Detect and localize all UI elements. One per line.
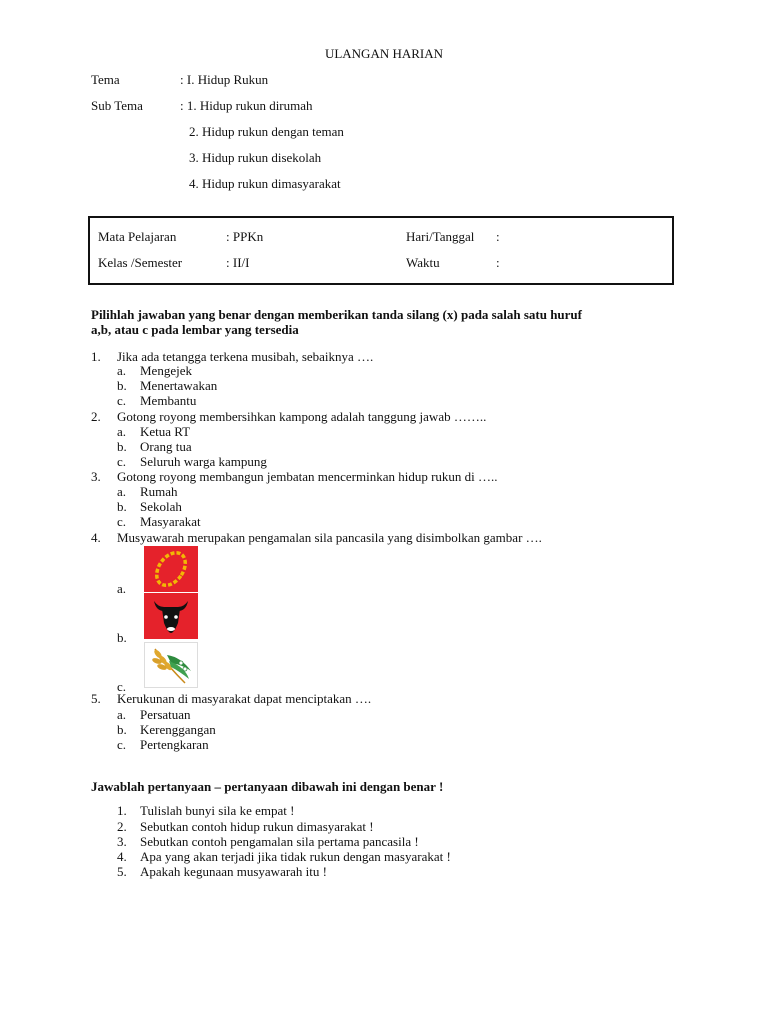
question-text: Jika ada tetangga terkena musibah, sebaiknya …. — [117, 349, 374, 364]
essay-number: 5. — [117, 864, 127, 879]
info-box — [88, 216, 674, 285]
subtema-item: 2. Hidup rukun dengan teman — [189, 124, 344, 139]
subtema-label: Sub Tema — [91, 98, 143, 113]
option-key[interactable]: c. — [117, 393, 127, 408]
question-number: 5. — [91, 691, 101, 706]
bull-head-icon[interactable] — [144, 593, 198, 639]
page-title: ULANGAN HARIAN — [324, 46, 444, 61]
waktu-label: Waktu — [406, 255, 440, 270]
question-text: Musyawarah merupakan pengamalan sila pancasila yang disimbolkan gambar …. — [117, 530, 542, 545]
subtema-item: 4. Hidup rukun dimasyarakat — [189, 176, 341, 191]
option-key[interactable]: b. — [117, 630, 127, 645]
essay-text: Sebutkan contoh pengamalan sila pertama pancasila ! — [140, 834, 419, 849]
tema-label: Tema — [91, 72, 120, 87]
hari-value[interactable]: : — [496, 229, 500, 244]
option-text[interactable]: Masyarakat — [140, 514, 201, 529]
essay-number: 4. — [117, 849, 127, 864]
hari-label: Hari/Tanggal — [406, 229, 475, 244]
option-key[interactable]: a. — [117, 707, 127, 722]
waktu-value[interactable]: : — [496, 255, 500, 270]
essay-text: Apakah kegunaan musyawarah itu ! — [140, 864, 327, 879]
kelas-label: Kelas /Semester — [98, 255, 183, 270]
option-text[interactable]: Ketua RT — [140, 424, 191, 439]
essay-text: Apa yang akan terjadi jika tidak rukun dengan masyarakat ! — [140, 849, 451, 864]
option-text[interactable]: Pertengkaran — [140, 737, 209, 752]
option-text[interactable]: Membantu — [140, 393, 197, 408]
option-key[interactable]: a. — [117, 581, 127, 596]
option-key[interactable]: b. — [117, 722, 127, 737]
option-key[interactable]: c. — [117, 679, 127, 694]
option-key[interactable]: b. — [117, 499, 127, 514]
question-number: 3. — [91, 469, 101, 484]
option-key[interactable]: a. — [117, 424, 127, 439]
option-key[interactable]: a. — [117, 484, 127, 499]
option-text[interactable]: Menertawakan — [140, 378, 218, 393]
subtema-item: 3. Hidup rukun disekolah — [189, 150, 322, 165]
question-number: 1. — [91, 349, 101, 364]
tema-value: : I. Hidup Rukun — [180, 72, 269, 87]
chain-icon[interactable] — [144, 546, 198, 592]
option-key[interactable]: b. — [117, 378, 127, 393]
question-text: Kerukunan di masyarakat dapat menciptakan …. — [117, 691, 372, 706]
essay-text: Sebutkan contoh hidup rukun dimasyarakat ! — [140, 819, 374, 834]
instruction-essay: Jawablah pertanyaan – pertanyaan dibawah ini dengan benar ! — [91, 779, 444, 794]
essay-number: 2. — [117, 819, 127, 834]
option-key[interactable]: c. — [117, 514, 127, 529]
option-key[interactable]: c. — [117, 737, 127, 752]
question-text: Gotong royong membersihkan kampong adalah tanggung jawab …….. — [117, 409, 487, 424]
instruction-line: a,b, atau c pada lembar yang tersedia — [91, 322, 299, 337]
mapel-label: Mata Pelajaran — [98, 229, 177, 244]
question-number: 2. — [91, 409, 101, 424]
option-text[interactable]: Kerenggangan — [140, 722, 216, 737]
instruction-line: Pilihlah jawaban yang benar dengan memberikan tanda silang (x) pada salah satu huruf — [91, 307, 582, 322]
mapel-value: : PPKn — [226, 229, 264, 244]
question-text: Gotong royong membangun jembatan mencerminkan hidup rukun di ….. — [117, 469, 498, 484]
option-text[interactable]: Seluruh warga kampung — [140, 454, 267, 469]
option-text[interactable]: Rumah — [140, 484, 178, 499]
option-text[interactable]: Persatuan — [140, 707, 191, 722]
essay-number: 3. — [117, 834, 127, 849]
rice-cotton-icon[interactable] — [144, 642, 198, 688]
option-text[interactable]: Mengejek — [140, 363, 192, 378]
kelas-value: : II/I — [226, 255, 250, 270]
option-key[interactable]: b. — [117, 439, 127, 454]
essay-number: 1. — [117, 803, 127, 818]
option-key[interactable]: c. — [117, 454, 127, 469]
option-text[interactable]: Orang tua — [140, 439, 192, 454]
essay-text: Tulislah bunyi sila ke empat ! — [140, 803, 295, 818]
subtema-item: : 1. Hidup rukun dirumah — [180, 98, 313, 113]
option-key[interactable]: a. — [117, 363, 127, 378]
option-text[interactable]: Sekolah — [140, 499, 182, 514]
question-number: 4. — [91, 530, 101, 545]
